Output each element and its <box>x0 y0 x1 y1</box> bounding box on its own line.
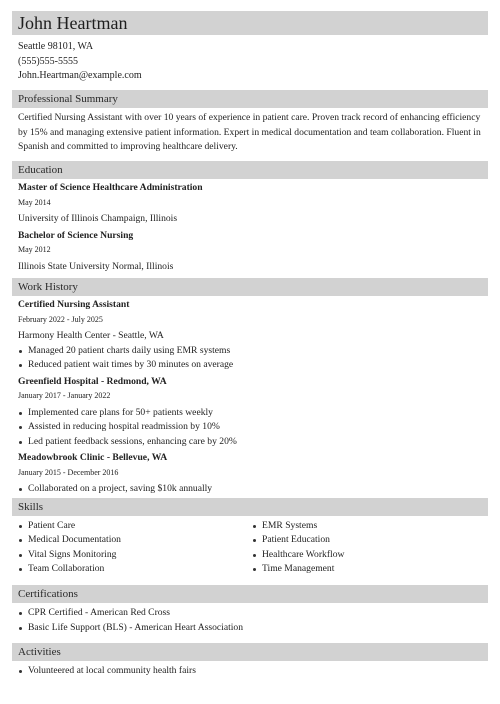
job-dates: January 2015 - December 2016 <box>18 467 119 477</box>
skill-item: Medical Documentation <box>18 533 238 547</box>
certification-item: Basic Life Support (BLS) - American Heart Association <box>18 621 484 636</box>
contact-email: John.Heartman@example.com <box>18 70 142 81</box>
activities-heading-bar <box>12 643 488 661</box>
degree-date: May 2012 <box>18 245 51 254</box>
skill-item: Vital Signs Monitoring <box>18 548 238 562</box>
job-bullet: Managed 20 patient charts daily using EMR systems <box>18 344 484 359</box>
certification-item: CPR Certified - American Red Cross <box>18 606 484 621</box>
job-bullet: Assisted in reducing hospital readmission by 10% <box>18 420 484 435</box>
education-list <box>18 181 484 274</box>
degree-title: Bachelor of Science Nursing <box>18 229 134 241</box>
skill-item: EMR Systems <box>252 519 472 533</box>
job-dates: January 2017 - January 2022 <box>18 391 111 400</box>
summary-heading: Professional Summary <box>18 93 118 105</box>
work-list <box>18 298 484 497</box>
skill-item: Time Management <box>252 562 472 576</box>
summary-line: Spanish and committed to improving healthcare delivery. <box>18 141 238 152</box>
skill-item: Team Collaboration <box>18 562 238 576</box>
job-bullet: Reduced patient wait times by 30 minutes on average <box>18 358 484 373</box>
activities-heading: Activities <box>18 646 61 658</box>
candidate-name: John Heartman <box>18 13 128 33</box>
school-name: University of Illinois Champaign, Illinois <box>18 213 178 224</box>
certifications-heading: Certifications <box>18 588 78 600</box>
school-name: Illinois State University Normal, Illinois <box>18 260 174 272</box>
job-bullet: Implemented care plans for 50+ patients weekly <box>18 406 484 421</box>
job-title: Certified Nursing Assistant <box>18 299 130 310</box>
job-bullet: Collaborated on a project, saving $10k annually <box>18 482 484 497</box>
job-employer: Harmony Health Center - Seattle, WA <box>18 330 164 341</box>
education-heading: Education <box>18 164 63 176</box>
degree-title: Master of Science Healthcare Administration <box>18 182 203 193</box>
skill-item: Patient Care <box>18 519 238 533</box>
contact-address: Seattle 98101, WA <box>18 41 94 52</box>
name-header <box>12 11 488 35</box>
contact-phone: (555)555-5555 <box>18 55 78 67</box>
contact-info <box>18 40 142 84</box>
degree-date: May 2014 <box>18 197 51 207</box>
summary-line: by 15% and managing extensive patient information. Expert in medical documentation and team collaboration. Fluent in <box>18 126 481 138</box>
skills-column-right <box>252 519 472 576</box>
skills-column-left <box>18 519 238 576</box>
activities-list <box>18 664 484 679</box>
work-heading: Work History <box>18 281 78 293</box>
summary-line: Certified Nursing Assistant with over 10 years of experience in patient care. Proven track record of enhancing efficiency <box>18 112 481 123</box>
summary-text <box>18 111 484 155</box>
summary-heading-bar <box>12 90 488 108</box>
skill-item: Patient Education <box>252 533 472 547</box>
job-bullet: Led patient feedback sessions, enhancing care by 20% <box>18 435 484 450</box>
work-heading-bar <box>12 278 488 296</box>
certifications-heading-bar <box>12 585 488 603</box>
skills-heading-bar <box>12 498 488 516</box>
activity-item: Volunteered at local community health fairs <box>18 664 484 679</box>
skills-heading: Skills <box>18 501 44 513</box>
job-title: Greenfield Hospital - Redmond, WA <box>18 375 167 387</box>
job-dates: February 2022 - July 2025 <box>18 314 103 324</box>
certifications-list <box>18 606 484 635</box>
skill-item: Healthcare Workflow <box>252 548 472 562</box>
job-title: Meadowbrook Clinic - Bellevue, WA <box>18 452 168 463</box>
education-heading-bar <box>12 161 488 179</box>
